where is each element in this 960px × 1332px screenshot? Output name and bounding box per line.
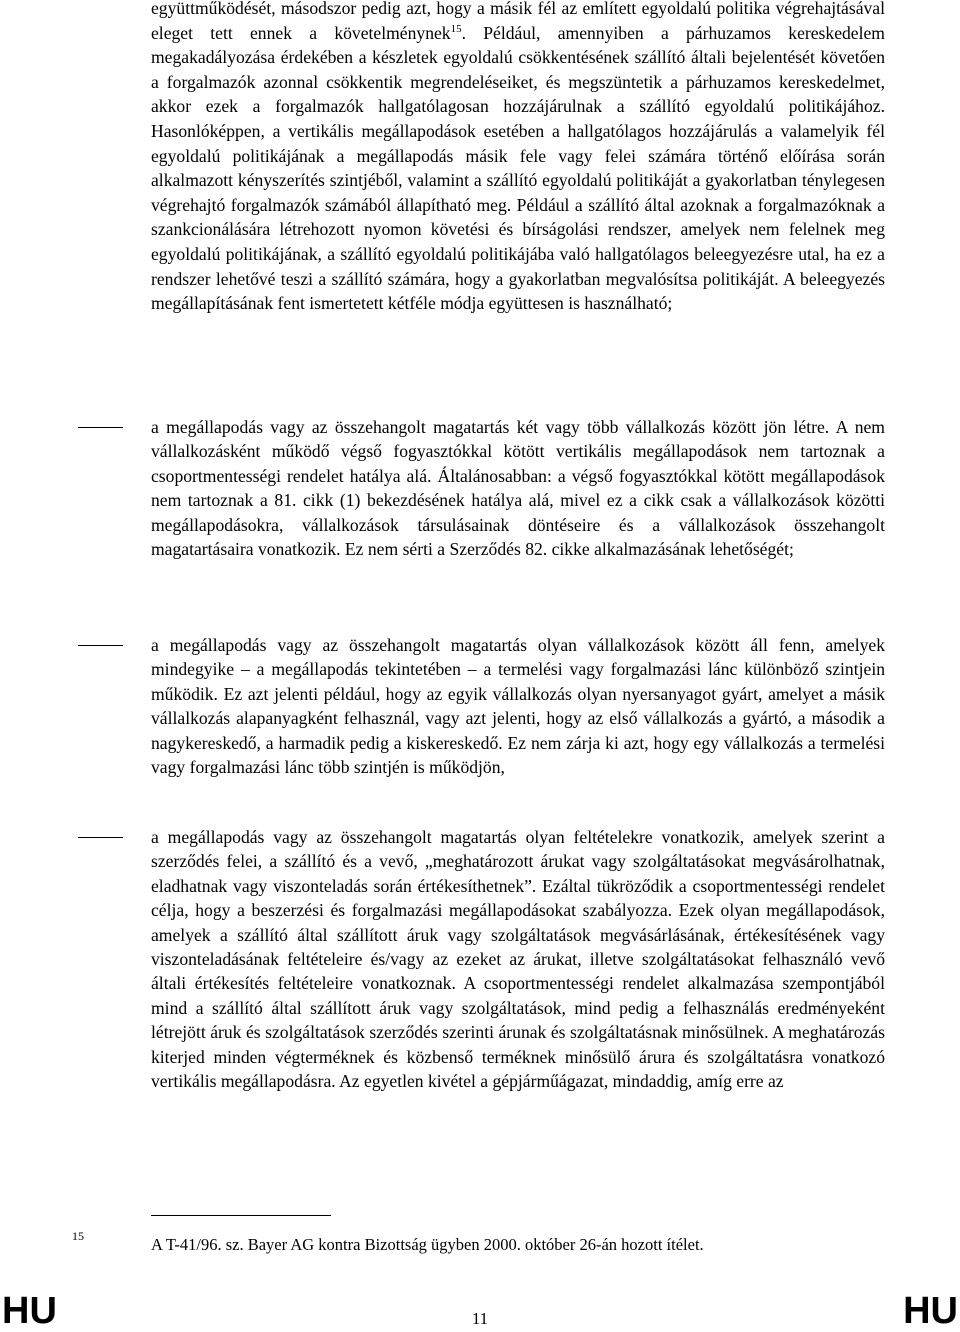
footnote-text: A T-41/96. sz. Bayer AG kontra Bizottság ügyben 2000. október 26-án hozott ítélet. — [151, 1235, 704, 1254]
main-paragraph-part1: együttműködését, másodszor pedig azt, hogy a másik fél az említett egyoldalú politika végrehajtásával eleget tett ennek a követelménynek — [151, 0, 885, 43]
footnote-reference[interactable]: 15 — [450, 22, 462, 35]
list-item-text: a megállapodás vagy az összehangolt magatartás olyan feltételekre vonatkozik, amelyek szerint a szerződés felei, a szállító és a vevő, „meghatározott árukat vagy szolgáltatásokat megvásárolhatnak, eladhatnak vagy viszonteladás során értékesíthetnek”. Ezáltal tükröződik a csoportmentességi rendelet célja, hogy a beszerzési és forgalmazási megállapodásokat szabályozza. Ezek olyan megállapodások, amelyek a szállító által szállított áruk vagy szolgáltatások megvásárlásának, értékesítésének vagy viszonteladásának feltételeire és/vagy az ezeket az árukat, illetve szolgáltatásokat felhasználó vevő általi értékesítés feltételeire vonatkoznak. A csoportmentességi rendelet alkalmazása szempontjából mind a szállító által szállított áruk vagy szolgáltatások, mind pedig a felhasználás eredményeként létrejött áruk és szolgáltatások szerződés szerinti árunak és szolgáltatásnak minősülnek. A meghatározás kiterjed minden végterméknek és közbenső terméknek minősülő árura és szolgáltatásra vonatkozó vertikális megállapodásra. Az egyetlen kivétel a gépjárműágazat, mindaddig, amíg erre az — [151, 827, 885, 1092]
language-code-right: HU — [903, 1290, 958, 1332]
footnote-separator — [151, 1215, 331, 1216]
page-number: 11 — [471, 1309, 489, 1328]
footnote-number: 15 — [72, 1229, 84, 1243]
dash-bullet — [78, 427, 123, 428]
dash-bullet — [78, 837, 123, 838]
language-code-left: HU — [2, 1290, 57, 1332]
main-paragraph — [151, 0, 885, 316]
list-item-text: a megállapodás vagy az összehangolt magatartás két vagy több vállalkozás között jön létre. A nem vállalkozásként működő végső fogyasztókkal kötött vertikális megállapodások nem tartoznak a csoportmentességi rendelet hatálya alá. Általánosabban: a végső fogyasztókkal kötött megállapodások nem tartoznak a 81. cikk (1) bekezdésének hatálya alá, mivel ez a cikk csak a vállalkozások közötti megállapodásokra, vállalkozások társulásainak döntéseire és a vállalkozások összehangolt magatartásaira vonatkozik. Ez nem sérti a Szerződés 82. cikke alkalmazásának lehetőségét; — [151, 417, 885, 560]
main-paragraph-part2: . Például, amennyiben a párhuzamos kereskedelem megakadályozása érdekében a készletek egyoldalú csökkentésének szállító általi bejelentését követően a forgalmazók azonnal csökkentik megrendeléseiket, és megszüntetik a párhuzamos kereskedelmet, akkor ezek a forgalmazók hallgatólagosan hozzájárulnak a szállító egyoldalú politikájához. Hasonlóképpen, a vertikális megállapodások esetében a hallgatólagos hozzájárulás a valamelyik fél egyoldalú politikájának a megállapodás másik fele vagy felei számára történő előírása során alkalmazott kényszerítés szintjéből, valamint a szállító egyoldalú politikáját a gyakorlatban ténylegesen végrehajtó forgalmazók számából állapítható meg. Például a szállító által azoknak a forgalmazóknak a szankcionálására létrehozott nyomon követési és bírságolási rendszer, amelyek nem felelnek meg egyoldalú politikájának, a szállító egyoldalú politikájába való hallgatólagos beleegyezésre utal, ha ez a rendszer lehetővé teszi a szállító számára, hogy a gyakorlatban megvalósítsa politikáját. A beleegyezés megállapításának fent ismertetett kétféle módja együttesen is használható; — [151, 22, 885, 314]
list-item-text: a megállapodás vagy az összehangolt magatartás olyan vállalkozások között áll fenn, amelyek mindegyike – a megállapodás tekintetében – a termelési vagy forgalmazási lánc különböző szintjein működik. Ez azt jelenti például, hogy az egyik vállalkozás olyan nyersanyagot gyárt, amelyet a másik vállalkozás alapanyagként felhasznál, vagy azt jelenti, hogy az első vállalkozás a gyártó, a második a nagykereskedő, a harmadik pedig a kiskereskedő. Ez nem zárja ki azt, hogy egy vállalkozás a termelési vagy forgalmazási lánc több szintjén is működjön, — [151, 635, 885, 778]
dash-bullet — [78, 645, 123, 646]
